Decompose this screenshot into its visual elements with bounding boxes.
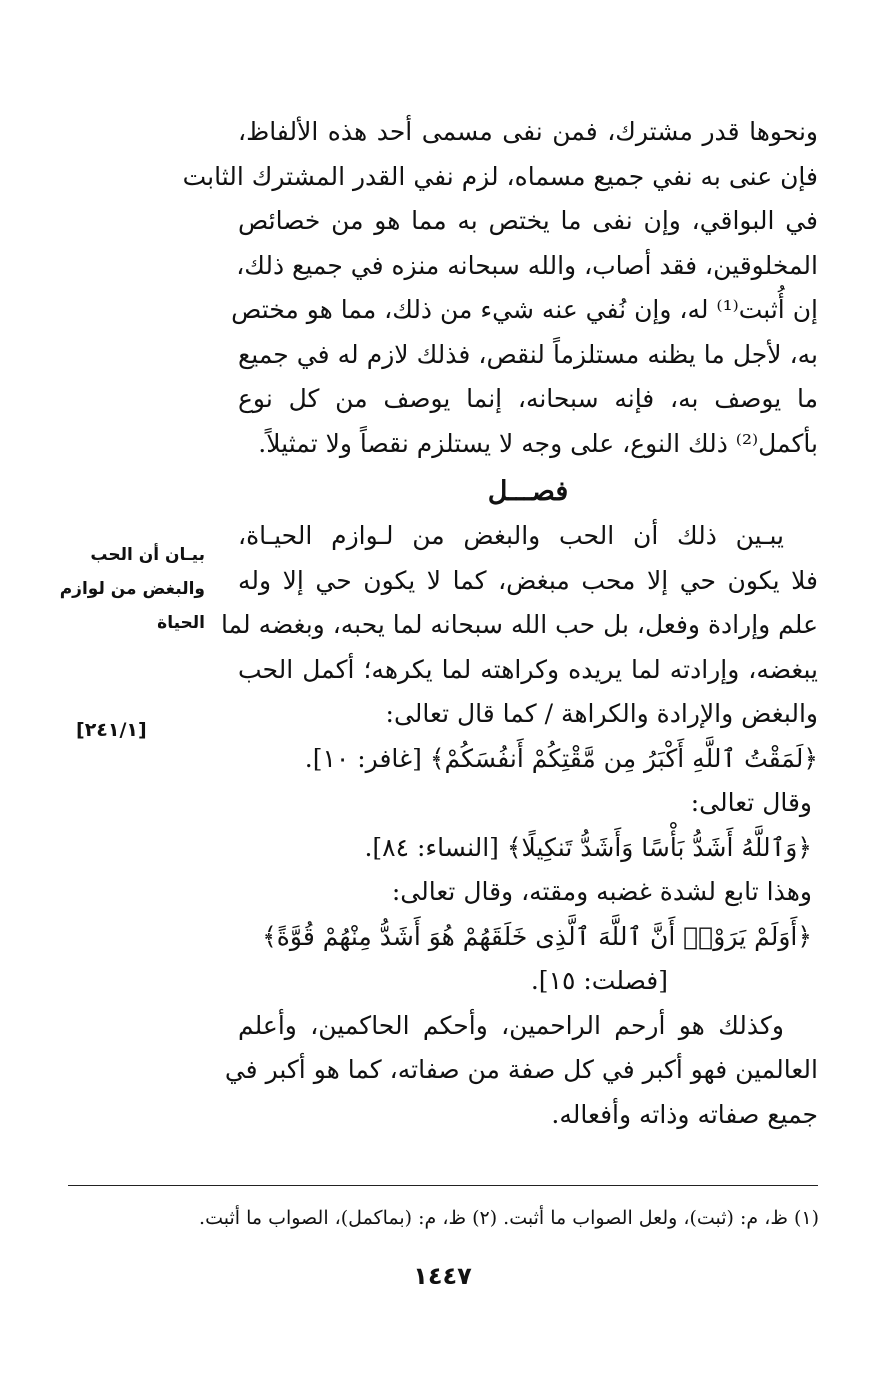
margin-note-line: والبغض من لوازم bbox=[59, 579, 205, 599]
text-line: يبـين ذلك أن الحب والبغض من لـوازم الحيـاة، bbox=[238, 521, 784, 550]
text-line: العالمين فهو أكبر في كل صفة من صفاته، كما هو أكبر في bbox=[224, 1055, 818, 1084]
text-line: فلا يكون حي إلا محب مبغض، كما لا يكون حي إلا وله bbox=[238, 565, 818, 595]
text-line: المخلوقين، فقد أصاب، والله سبحانه منزه في جميع ذلك، bbox=[236, 250, 818, 280]
footnote-divider bbox=[68, 1185, 818, 1186]
closing-paragraph bbox=[224, 1004, 818, 1138]
paragraph-top bbox=[182, 110, 818, 466]
text-line: يبغضه، وإرادته لما يريده وكراهته لما يكرهه؛ أكمل الحب bbox=[238, 654, 818, 684]
margin-note-line: الحياة bbox=[157, 613, 205, 633]
text-line: ما يوصف به، فإنه سبحانه، إنما يوصف من كل نوع bbox=[238, 384, 818, 413]
text-line: علم وإرادة وفعل، بل حب الله سبحانه لما يحبه، وبغضه لما bbox=[220, 610, 818, 639]
text-line: وقال تعالى: bbox=[690, 788, 812, 817]
footnotes: (١) ظ، م: (ثبت)، ولعل الصواب ما أثبت. (٢) ظ، م: (بماكمل)، الصواب ما أثبت. bbox=[199, 1207, 819, 1229]
text-line: وهذا تابع لشدة غضبه ومقته، وقال تعالى: bbox=[391, 877, 812, 906]
text-line: ونحوها قدر مشترك، فمن نفى مسمى أحد هذه الألفاظ، bbox=[238, 117, 818, 146]
text-line: بأكمل⁽²⁾ ذلك النوع، على وجه لا يستلزم نقصاً ولا تمثيلاً. bbox=[258, 428, 818, 458]
margin-note-line: بيـان أن الحب bbox=[90, 545, 205, 565]
quran-verse-nisa: ﴿وَٱللَّهُ أَشَدُّ بَأْسًا وَأَشَدُّ تَنكِيلًا﴾ [النساء: ٨٤]. bbox=[364, 832, 812, 862]
margin-note bbox=[55, 538, 205, 640]
volume-page-reference: [٢٤١/١] bbox=[76, 719, 147, 741]
section-paragraph bbox=[220, 514, 818, 737]
main-text bbox=[182, 110, 818, 1137]
text-line: في البواقي، وإن نفى ما يختص به مما هو من خصائص bbox=[238, 206, 818, 235]
quran-verse-ghafir: ﴿لَمَقْتُ ٱللَّهِ أَكْبَرُ مِن مَّقْتِكُمْ أَنفُسَكُمْ﴾ [غافر: ١٠]. bbox=[304, 743, 818, 773]
text-line: فإن عنى به نفي جميع مسماه، لزم نفي القدر المشترك الثابت bbox=[182, 161, 818, 191]
verse-reference: [فصلت: ١٥]. bbox=[530, 966, 668, 995]
quran-verse-fussilat: ﴿أَوَلَمْ يَرَوْا۟ أَنَّ ٱللَّهَ ٱلَّذِى خَلَقَهُمْ هُوَ أَشَدُّ مِنْهُمْ قُوَّةً﴾ bbox=[262, 921, 812, 951]
text-line: والبغض والإرادة والكراهة / كما قال تعالى: bbox=[385, 699, 818, 728]
text-line: به، لأجل ما يظنه مستلزماً لنقص، فذلك لازم له في جميع bbox=[238, 339, 818, 369]
section-heading: فصـــل bbox=[487, 476, 569, 507]
text-line: جميع صفاته وذاته وأفعاله. bbox=[551, 1099, 818, 1129]
page-number: ١٤٤٧ bbox=[413, 1262, 472, 1290]
text-line: وكذلك هو أرحم الراحمين، وأحكم الحاكمين، وأعلم bbox=[238, 1010, 784, 1040]
text-line: إن أُثبت⁽¹⁾ له، وإن نُفي عنه شيء من ذلك، مما هو مختص bbox=[231, 295, 818, 324]
